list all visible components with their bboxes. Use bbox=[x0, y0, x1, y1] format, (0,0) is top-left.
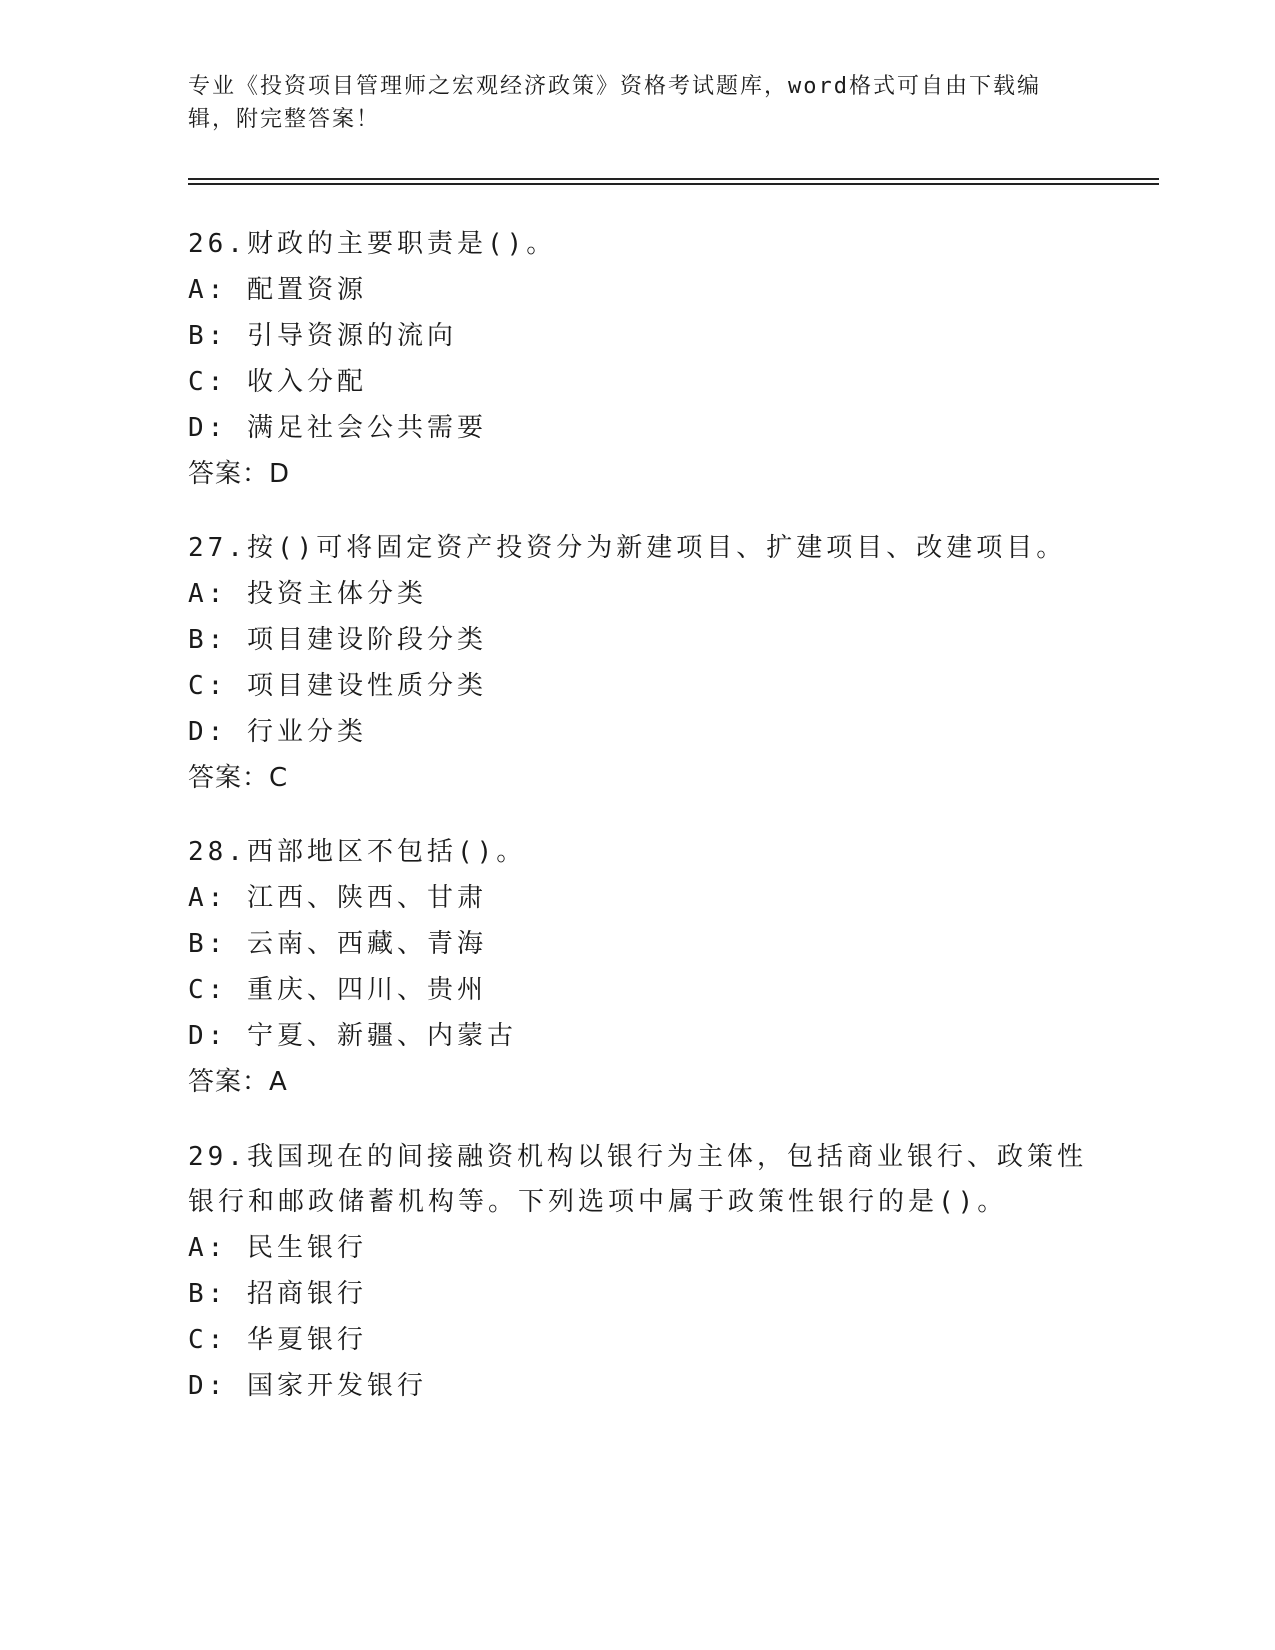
question-stem: 29.我国现在的间接融资机构以银行为主体，包括商业银行、政策性银行和邮政储蓄机构等。下列选项中属于政策性银行的是()。 bbox=[188, 1142, 1087, 1217]
option-d: D: 满足社会公共需要 bbox=[188, 413, 487, 443]
option-a: A: 投资主体分类 bbox=[188, 579, 427, 609]
answer: 答案：C bbox=[188, 763, 289, 793]
question-stem: 27.按()可将固定资产投资分为新建项目、扩建项目、改建项目。 bbox=[188, 533, 1067, 563]
answer: 答案：D bbox=[188, 459, 291, 489]
option-d: D: 宁夏、新疆、内蒙古 bbox=[188, 1021, 517, 1051]
option-a: A: 民生银行 bbox=[188, 1233, 367, 1263]
document-header: 专业《投资项目管理师之宏观经济政策》资格考试题库，word格式可自由下载编辑，附完整答案！ bbox=[188, 74, 1041, 132]
option-a: A: 江西、陕西、甘肃 bbox=[188, 883, 487, 913]
option-c: C: 重庆、四川、贵州 bbox=[188, 975, 487, 1005]
answer: 答案：A bbox=[188, 1067, 288, 1097]
question-29 bbox=[188, 1135, 1088, 1409]
option-b: B: 云南、西藏、青海 bbox=[188, 929, 487, 959]
option-b: B: 项目建设阶段分类 bbox=[188, 625, 487, 655]
question-stem: 28.西部地区不包括()。 bbox=[188, 837, 527, 867]
option-c: C: 收入分配 bbox=[188, 367, 367, 397]
question-26 bbox=[188, 222, 1088, 497]
option-c: C: 华夏银行 bbox=[188, 1325, 367, 1355]
option-d: D: 国家开发银行 bbox=[188, 1371, 427, 1401]
option-d: D: 行业分类 bbox=[188, 717, 367, 747]
option-b: B: 招商银行 bbox=[188, 1279, 367, 1309]
header-rule-bottom bbox=[188, 183, 1159, 185]
option-b: B: 引导资源的流向 bbox=[188, 321, 457, 351]
question-stem: 26.财政的主要职责是()。 bbox=[188, 229, 557, 259]
option-c: C: 项目建设性质分类 bbox=[188, 671, 487, 701]
question-27 bbox=[188, 526, 1088, 801]
header-rule-top bbox=[188, 178, 1159, 180]
question-28 bbox=[188, 830, 1088, 1105]
option-a: A: 配置资源 bbox=[188, 275, 367, 305]
